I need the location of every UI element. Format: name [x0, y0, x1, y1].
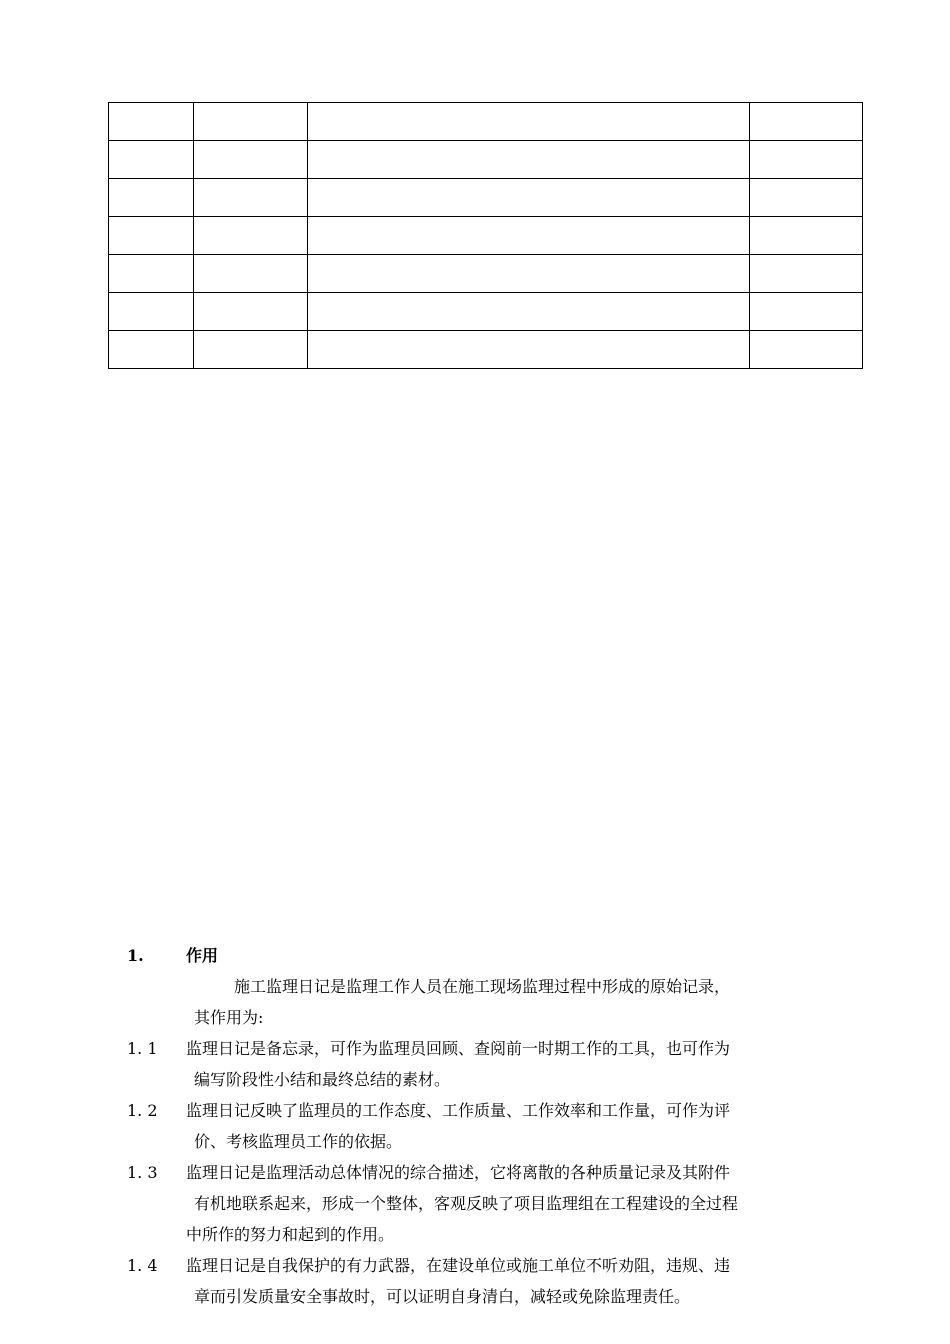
- item-number: 1. 4: [127, 1256, 158, 1275]
- table-cell: [194, 255, 308, 293]
- table-row: [109, 293, 863, 331]
- table-cell: [194, 331, 308, 369]
- table-cell: [194, 179, 308, 217]
- table-cell: [749, 103, 862, 141]
- intro-text: 施工监理日记是监理工作人员在施工现场监理过程中形成的原始记录，: [234, 977, 731, 996]
- table-cell: [109, 331, 194, 369]
- list-item-continuation: [0, 1281, 950, 1312]
- section-heading: [0, 940, 950, 971]
- table-row: [109, 331, 863, 369]
- section-number: 1.: [127, 946, 144, 965]
- table-row: [109, 255, 863, 293]
- intro-line: [0, 971, 950, 1002]
- section-title: 作用: [186, 946, 219, 965]
- list-item-continuation: [0, 1188, 950, 1219]
- list-item: [0, 1250, 950, 1281]
- item-text: 监理日记是备忘录，可作为监理员回顾、查阅前一时期工作的工具，也可作为: [186, 1039, 731, 1058]
- list-item-continuation: [0, 1219, 950, 1250]
- table-cell: [109, 103, 194, 141]
- table-row: [109, 179, 863, 217]
- table-cell: [749, 293, 862, 331]
- table-cell: [109, 179, 194, 217]
- item-number: 1. 1: [127, 1039, 158, 1058]
- list-item-continuation: [0, 1126, 950, 1157]
- table-cell: [109, 255, 194, 293]
- item-text: 监理日记是自我保护的有力武器，在建设单位或施工单位不听劝阻，违规、违: [186, 1256, 731, 1275]
- item-text: 监理日记反映了监理员的工作态度、工作质量、工作效率和工作量，可作为评: [186, 1101, 731, 1120]
- item-text: 编写阶段性小结和最终总结的素材。: [194, 1070, 451, 1089]
- table-cell: [749, 217, 862, 255]
- table-cell: [194, 293, 308, 331]
- table-cell: [109, 141, 194, 179]
- table-cell: [308, 217, 750, 255]
- intro-line: [0, 1002, 950, 1033]
- list-item: [0, 1157, 950, 1188]
- list-item-continuation: [0, 1064, 950, 1095]
- table-cell: [109, 293, 194, 331]
- table-cell: [308, 141, 750, 179]
- table-row: [109, 141, 863, 179]
- table-cell: [194, 103, 308, 141]
- item-text: 价、考核监理员工作的依据。: [194, 1132, 403, 1151]
- table-cell: [749, 179, 862, 217]
- table-cell: [308, 103, 750, 141]
- list-item: [0, 1033, 950, 1064]
- table-cell: [308, 331, 750, 369]
- table-cell: [749, 331, 862, 369]
- item-text: 章而引发质量安全事故时，可以证明自身清白，减轻或免除监理责任。: [194, 1287, 691, 1306]
- table-cell: [749, 141, 862, 179]
- table-cell: [109, 217, 194, 255]
- table-row: [109, 217, 863, 255]
- intro-text: 其作用为:: [194, 1008, 264, 1027]
- table-cell: [308, 293, 750, 331]
- item-number: 1. 3: [127, 1163, 158, 1182]
- table-cell: [308, 179, 750, 217]
- table-cell: [194, 141, 308, 179]
- item-text: 中所作的努力和起到的作用。: [186, 1225, 395, 1244]
- purpose-section: [0, 940, 950, 1312]
- table-cell: [749, 255, 862, 293]
- item-text: 有机地联系起来，形成一个整体，客观反映了项目监理组在工程建设的全过程: [194, 1194, 739, 1213]
- item-number: 1. 2: [127, 1101, 158, 1120]
- table-cell: [308, 255, 750, 293]
- item-text: 监理日记是监理活动总体情况的综合描述，它将离散的各种质量记录及其附件: [186, 1163, 731, 1182]
- list-item: [0, 1095, 950, 1126]
- blank-record-table: [108, 102, 863, 369]
- table-cell: [194, 217, 308, 255]
- table-row: [109, 103, 863, 141]
